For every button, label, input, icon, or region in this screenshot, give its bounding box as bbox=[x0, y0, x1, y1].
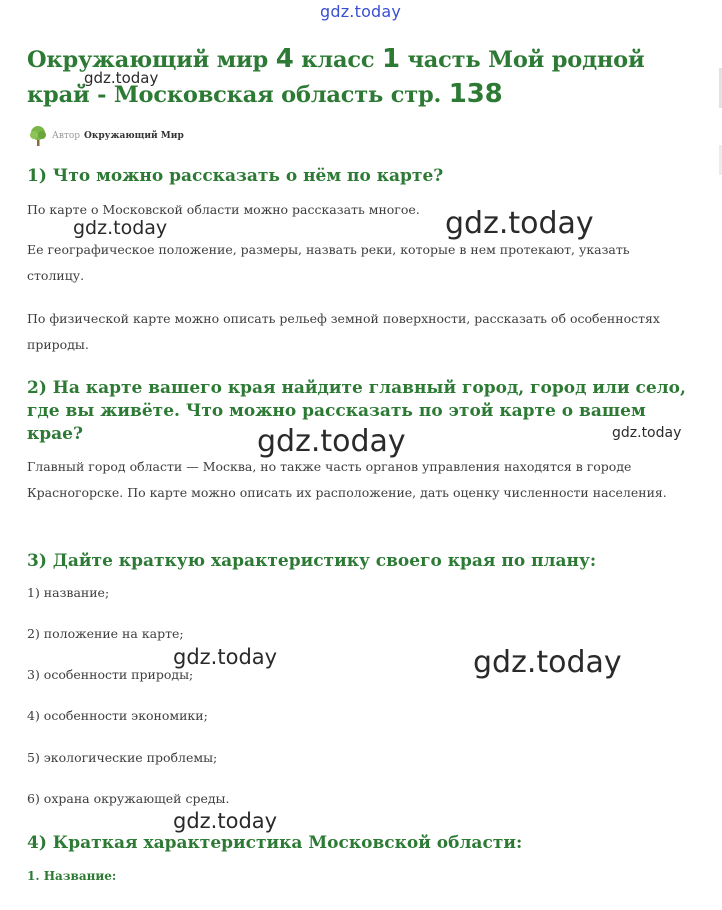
section-3-heading: 3) Дайте краткую характеристику своего края по плану: bbox=[27, 551, 597, 571]
title-part-3: часть Мой родной край - Московская область стр. bbox=[27, 47, 645, 108]
plan-item-4: 4) особенности экономики; bbox=[27, 708, 208, 723]
watermark-overlay: gdz.today bbox=[173, 809, 278, 833]
section-1-heading: 1) Что можно рассказать о нём по карте? bbox=[27, 166, 444, 186]
section-2-heading: 2) На карте вашего края найдите главный город, город или село, где вы живёте. Что можно рассказать по этой карте о вашем крае? bbox=[27, 378, 686, 444]
watermark-overlay: gdz.today bbox=[612, 425, 682, 441]
title-part-number: 1 bbox=[381, 44, 400, 74]
title-page-number: 138 bbox=[448, 79, 503, 109]
plan-item-5: 5) экологические проблемы; bbox=[27, 750, 218, 765]
plan-item-6: 6) охрана окружающей среды. bbox=[27, 791, 230, 806]
tree-icon bbox=[28, 125, 48, 147]
watermark-overlay: gdz.today bbox=[173, 645, 278, 669]
watermark-overlay: gdz.today bbox=[73, 217, 168, 239]
watermark-overlay: gdz.today bbox=[445, 206, 594, 241]
section-1-paragraph-3: По физической карте можно описать рельеф земной поверхности, рассказать об особенностях природы. bbox=[27, 311, 660, 352]
author-label: Автор bbox=[52, 131, 81, 141]
title-grade-number: 4 bbox=[275, 44, 294, 74]
plan-item-1: 1) название; bbox=[27, 585, 110, 600]
watermark-overlay: gdz.today bbox=[84, 69, 159, 87]
title-part-1: Окружающий мир bbox=[27, 47, 276, 73]
title-part-2: класс bbox=[293, 47, 382, 73]
section-1-paragraph-2: Ее географическое положение, размеры, назвать реки, которые в нем протекают, указать столицу. bbox=[27, 242, 630, 283]
section-1-paragraph-1: По карте о Московской области можно рассказать многое. bbox=[27, 202, 420, 217]
section-4-subheading: 1. Название: bbox=[27, 869, 117, 883]
plan-item-3: 3) особенности природы; bbox=[27, 667, 194, 682]
author-name[interactable]: Окружающий Мир bbox=[84, 131, 184, 141]
top-watermark: gdz.today bbox=[320, 2, 402, 21]
watermark-overlay: gdz.today bbox=[257, 424, 406, 459]
watermark-overlay: gdz.today bbox=[473, 645, 622, 680]
author-line[interactable] bbox=[28, 125, 184, 147]
section-4-heading: 4) Краткая характеристика Московской области: bbox=[27, 833, 523, 853]
section-2-paragraph-1: Главный город области — Москва, но также часть органов управления находятся в городе Красногорске. По карте можно описать их расположение, дать оценку численности населения. bbox=[27, 459, 667, 500]
plan-item-2: 2) положение на карте; bbox=[27, 626, 184, 641]
